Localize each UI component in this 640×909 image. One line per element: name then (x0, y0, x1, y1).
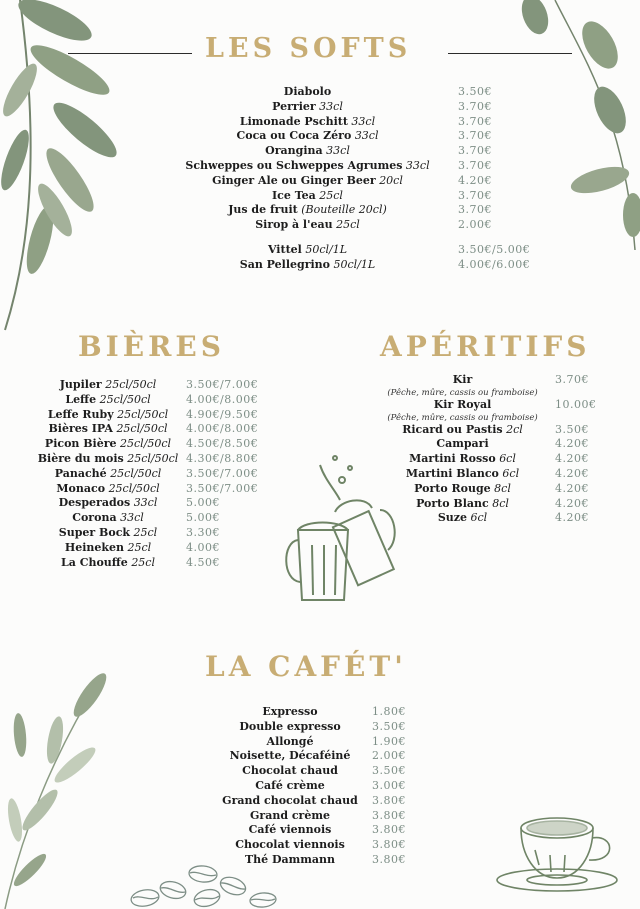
biere-item-price: 4.50€/8.50€ (186, 437, 259, 451)
biere-item-volume: 25cl/50cl (110, 466, 162, 480)
aperitif-item-row (380, 497, 545, 512)
softs-spacer (175, 233, 440, 243)
aperitif-item-price: 3.50€ (555, 422, 589, 436)
biere-item-price: 3.50€/7.00€ (186, 378, 259, 391)
aperitifs-item-list (380, 373, 545, 526)
softs-title: LES SOFTS (205, 33, 412, 64)
biere-item-volume: 25cl/50cl (99, 392, 151, 406)
aperitif-item-row (380, 482, 545, 497)
biere-item-volume: 25cl (131, 555, 155, 569)
softs-water-row (175, 258, 440, 273)
softs-item-row (175, 129, 440, 144)
cafe-item-list (215, 705, 365, 868)
biere-item-row (28, 408, 188, 423)
cafe-item-price: 3.80€ (372, 823, 406, 837)
biere-item-row (28, 556, 188, 571)
cafe-item-row (215, 838, 365, 853)
biere-item-price: 4.50€ (186, 555, 220, 569)
softs-item-row (175, 218, 440, 233)
biere-item-row (28, 437, 188, 452)
biere-item-name: Super Bock (58, 525, 131, 539)
leaf-branch-bottom-left-icon (0, 670, 110, 909)
aperitif-item-row (380, 467, 545, 482)
cafe-item-price: 3.80€ (372, 838, 406, 852)
cafe-price-list (372, 705, 406, 868)
aperitif-item-name: Porto Blanc (416, 496, 489, 510)
aperitif-item-row (380, 511, 545, 526)
biere-item-row (28, 378, 188, 393)
aperitif-item-row (380, 423, 545, 438)
cafe-item-row (215, 749, 365, 764)
aperitif-item-volume: 2cl (506, 422, 523, 436)
beer-mugs-cheers-icon (280, 450, 400, 610)
aperitif-item-name: Martini Rosso (409, 452, 496, 466)
softs-water-name: Vittel (267, 242, 302, 256)
softs-item-volume: 33cl (319, 99, 343, 113)
aperitif-item-name: Kir Royal (433, 397, 492, 411)
biere-item-name: La Chouffe (61, 555, 128, 569)
coffee-cup-icon (495, 810, 630, 895)
softs-item-name: Limonade Pschitt (239, 114, 348, 128)
biere-item-row (28, 541, 188, 556)
aperitif-item-note-spacer (555, 413, 597, 423)
aperitif-item-row (380, 373, 545, 388)
aperitif-item-name: Porto Rouge (414, 481, 491, 495)
aperitif-item-price: 10.00€ (555, 397, 597, 411)
softs-water-volume: 50cl/1L (333, 257, 376, 271)
biere-item-price: 3.30€ (186, 525, 220, 539)
softs-rule-right (448, 53, 572, 54)
cafe-item-price: 3.50€ (372, 719, 406, 733)
biere-item-price: 3.50€/7.00€ (186, 466, 259, 480)
softs-spacer (458, 233, 530, 243)
cafe-item-price: 3.80€ (372, 808, 406, 822)
cafe-item-price: 3.50€ (372, 764, 406, 778)
biere-item-name: Panaché (54, 466, 107, 480)
cafe-item-name: Café crème (255, 778, 325, 792)
aperitif-item-note-spacer (555, 388, 597, 398)
softs-item-volume: 33cl (354, 129, 379, 143)
softs-item-price: 3.70€ (458, 114, 492, 128)
biere-item-volume: 33cl (133, 496, 158, 510)
softs-item-row (175, 203, 440, 218)
biere-item-volume: 25cl (133, 525, 158, 539)
cafe-item-name: Chocolat viennois (235, 838, 345, 852)
softs-item-name: Ice Tea (272, 188, 316, 202)
aperitif-item-row (380, 398, 545, 413)
aperitif-item-volume: 6cl (470, 511, 488, 525)
biere-item-row (28, 393, 188, 408)
cafe-item-name: Allongé (266, 734, 314, 748)
biere-item-name: Picon Bière (44, 437, 117, 451)
leaf-branch-top-right-icon (515, 0, 640, 260)
cafe-item-price: 3.80€ (372, 852, 406, 866)
cafe-item-price: 1.90€ (372, 734, 406, 748)
biere-item-row (28, 452, 188, 467)
softs-item-row (175, 144, 440, 159)
biere-item-volume: 25cl/50cl (117, 407, 169, 421)
cafe-item-row (215, 764, 365, 779)
biere-item-price: 3.50€/7.00€ (186, 481, 259, 495)
biere-item-row (28, 496, 188, 511)
aperitif-item-volume: 6cl (502, 466, 520, 480)
biere-item-price: 4.00€/8.00€ (186, 392, 259, 406)
aperitifs-price-list (555, 373, 597, 526)
aperitif-item-note: (Pêche, mûre, cassis ou framboise) (387, 387, 538, 398)
softs-item-name: Coca ou Coca Zéro (236, 129, 352, 143)
aperitif-item-price: 4.20€ (555, 466, 589, 480)
cafe-title: LA CAFÉT' (205, 650, 407, 683)
biere-item-name: Bières IPA (48, 422, 113, 436)
biere-item-volume: 25cl (127, 540, 152, 554)
biere-item-row (28, 526, 188, 541)
aperitif-item-row (380, 437, 545, 452)
biere-item-name: Heineken (64, 540, 124, 554)
softs-item-price: 3.70€ (458, 144, 492, 158)
aperitif-item-name: Kir (452, 373, 473, 386)
cafe-item-row (215, 705, 365, 720)
cafe-item-price: 1.80€ (372, 705, 406, 718)
softs-item-name: Perrier (272, 99, 316, 113)
biere-item-name: Jupiler (59, 378, 102, 391)
softs-item-name: Sirop à l'eau (255, 218, 333, 232)
cafe-item-row (215, 779, 365, 794)
aperitif-item-price: 3.70€ (555, 373, 589, 386)
biere-item-price: 4.00€/8.00€ (186, 422, 259, 436)
softs-item-price: 3.70€ (458, 188, 492, 202)
biere-item-price: 5.00€ (186, 496, 220, 510)
biere-item-name: Corona (72, 511, 117, 525)
aperitif-item-name: Suze (437, 511, 467, 525)
softs-water-name: San Pellegrino (239, 257, 331, 271)
cafe-item-name: Noisette, Décaféiné (229, 749, 351, 763)
coffee-beans-icon (125, 860, 290, 909)
biere-item-name: Leffe (65, 392, 97, 406)
softs-rule-left (68, 53, 192, 54)
biere-item-row (28, 511, 188, 526)
softs-water-volume: 50cl/1L (305, 242, 348, 256)
aperitif-item-note: (Pêche, mûre, cassis ou framboise) (387, 412, 538, 423)
biere-item-row (28, 467, 188, 482)
biere-item-volume: 25cl/50cl (116, 422, 168, 436)
softs-price-list (458, 85, 530, 273)
biere-item-name: Monaco (56, 481, 106, 495)
cafe-item-name: Café viennois (248, 823, 332, 837)
biere-item-row (28, 422, 188, 437)
cafe-item-row (215, 794, 365, 809)
aperitif-item-row (380, 452, 545, 467)
aperitif-item-volume: 8cl (492, 496, 509, 510)
softs-item-row (175, 100, 440, 115)
biere-item-price: 4.30€/8.80€ (186, 451, 259, 465)
softs-item-volume: 25cl (336, 218, 360, 232)
softs-item-row (175, 189, 440, 204)
cafe-item-name: Grand chocolat chaud (222, 793, 358, 807)
aperitif-item-price: 4.20€ (555, 511, 589, 525)
softs-item-volume: 25cl (319, 188, 343, 202)
softs-item-price: 3.70€ (458, 203, 492, 217)
softs-item-price: 3.70€ (458, 99, 492, 113)
aperitif-item-price: 4.20€ (555, 452, 589, 466)
cafe-item-row (215, 735, 365, 750)
softs-item-name: Schweppes ou Schweppes Agrumes (185, 158, 403, 172)
aperitif-item-volume: 6cl (499, 452, 516, 466)
cafe-item-name: Thé Dammann (244, 852, 336, 866)
aperitif-item-price: 4.20€ (555, 481, 589, 495)
biere-item-name: Desperados (58, 496, 131, 510)
leaf-branch-top-left-icon (0, 0, 130, 340)
biere-item-volume: 25cl/50cl (127, 451, 179, 465)
cafe-item-name: Double expresso (239, 719, 341, 733)
cafe-item-row (215, 720, 365, 735)
softs-item-list (175, 85, 440, 273)
softs-item-row (175, 85, 440, 100)
biere-item-row (28, 482, 188, 497)
biere-item-name: Bière du mois (37, 451, 124, 465)
biere-item-price: 5.00€ (186, 511, 220, 525)
softs-item-price: 3.70€ (458, 158, 492, 172)
softs-item-row (175, 159, 440, 174)
cafe-item-price: 3.00€ (372, 778, 406, 792)
biere-item-price: 4.00€ (186, 540, 220, 554)
softs-water-price: 4.00€/6.00€ (458, 257, 531, 271)
softs-item-price: 3.50€ (458, 85, 492, 98)
softs-item-volume: 33cl (405, 158, 430, 172)
aperitif-item-name: Ricard ou Pastis (402, 422, 503, 436)
aperitif-item-volume: 8cl (494, 481, 511, 495)
biere-item-price: 4.90€/9.50€ (186, 407, 259, 421)
softs-item-name: Diabolo (283, 85, 332, 98)
softs-item-volume: 33cl (326, 144, 350, 158)
biere-item-volume: 33cl (120, 511, 144, 525)
softs-item-row (175, 115, 440, 130)
biere-item-volume: 25cl/50cl (105, 378, 157, 391)
aperitif-item-price: 4.20€ (555, 496, 589, 510)
cafe-item-row (215, 823, 365, 838)
aperitif-item-price: 4.20€ (555, 437, 589, 451)
softs-item-row (175, 174, 440, 189)
biere-item-name: Leffe Ruby (47, 407, 114, 421)
softs-item-volume: (Bouteille 20cl) (301, 203, 387, 217)
aperitif-item-name: Martini Blanco (405, 466, 499, 480)
cafe-item-name: Grand crème (250, 808, 330, 822)
softs-item-volume: 20cl (379, 173, 403, 187)
softs-item-price: 3.70€ (458, 129, 492, 143)
bieres-price-list (186, 378, 258, 570)
aperitif-item-name: Campari (436, 437, 489, 451)
softs-item-price: 4.20€ (458, 173, 492, 187)
bieres-title: BIÈRES (78, 330, 225, 363)
cafe-item-price: 2.00€ (372, 749, 406, 763)
bieres-item-list (28, 378, 188, 570)
cafe-item-row (215, 809, 365, 824)
softs-item-name: Ginger Ale ou Ginger Beer (212, 173, 376, 187)
aperitifs-title: APÉRITIFS (380, 330, 591, 363)
softs-item-name: Jus de fruit (228, 203, 298, 217)
softs-item-volume: 33cl (351, 114, 376, 128)
biere-item-volume: 25cl/50cl (120, 437, 172, 451)
softs-item-price: 2.00€ (458, 218, 492, 232)
softs-water-price: 3.50€/5.00€ (458, 242, 531, 256)
softs-item-name: Orangina (265, 144, 323, 158)
softs-water-row (175, 243, 440, 258)
cafe-item-name: Chocolat chaud (242, 764, 338, 778)
cafe-item-price: 3.80€ (372, 793, 406, 807)
cafe-item-name: Expresso (262, 705, 318, 718)
biere-item-volume: 25cl/50cl (108, 481, 160, 495)
